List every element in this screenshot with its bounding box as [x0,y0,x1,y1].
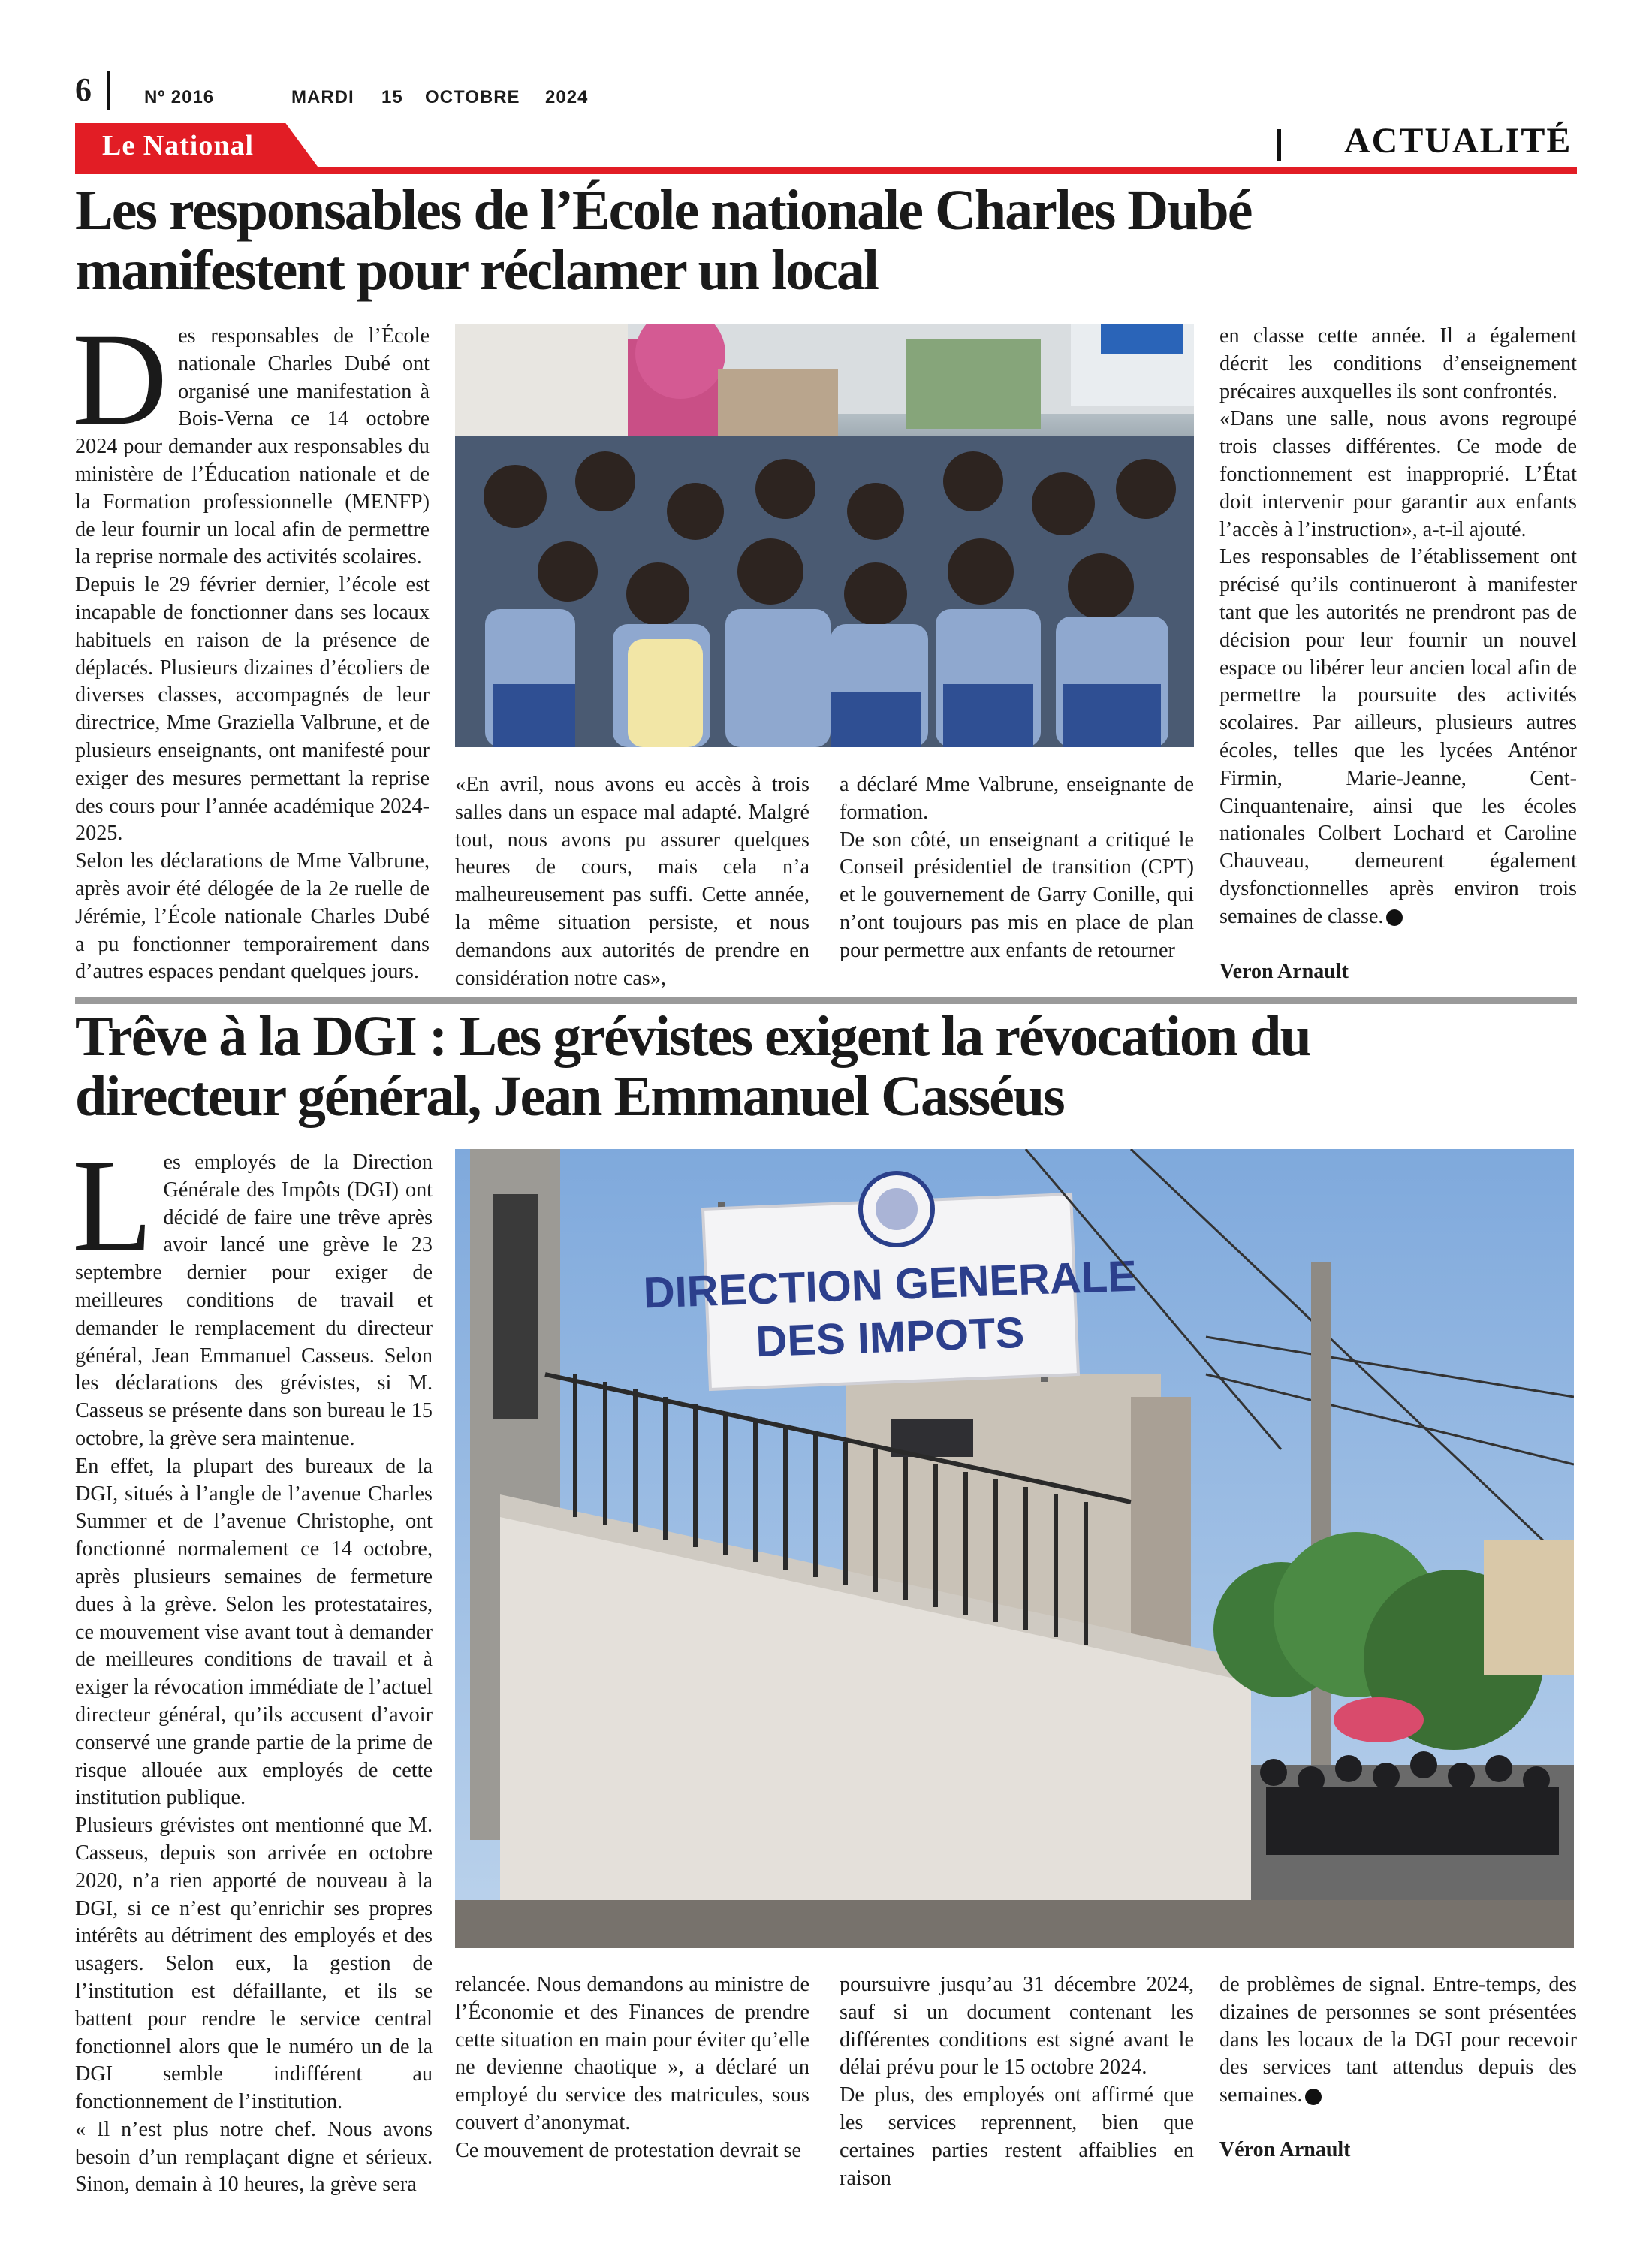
article2-column-3 [840,1971,1194,2192]
article2-final-paragraph-text: de problèmes de signal. Entre-temps, des dizaines de personnes se sont présentées dans les locaux de la DGI pour recevoir des services tant attendus depuis des semaines. [1219,1973,1577,2107]
article2-paragraph: poursuivre jusqu’au 31 décembre 2024, sauf si un document contenant les différentes conditions est signé avant le délai prévu pour le 15 octobre 2024. [840,1973,1194,2080]
section-label: ACTUALITÉ [1344,121,1572,161]
date-year: 2024 [545,87,589,107]
article1-paragraph [1219,544,1577,930]
article1-paragraph: en classe cette année. Il a également décrit les conditions d’enseignement précaires auxquelles ils sont confrontés. [1219,324,1577,403]
article1-byline: Veron Arnault [1219,959,1349,983]
article2-title: Trêve à la DGI : Les grévistes exigent la révocation du directeur général, Jean Emmanuel Casséus [75,1005,1310,1128]
students-photo-illustration [455,324,1194,747]
date-month: OCTOBRE [425,87,520,107]
article2-paragraph: « Il n’est plus notre chef. Nous avons besoin d’un remplaçant digne et sérieux. Sinon, demain à 10 heures, la grève sera [75,2117,433,2197]
date-day-name: MARDI [291,87,354,107]
article2-paragraph [1219,1971,1577,2110]
article2-column-4 [1219,1971,1577,2164]
brand-name: Le National [102,130,255,161]
section-divider [1277,129,1281,161]
article2-drop-cap: L [72,1133,153,1279]
article1-column-3 [840,771,1194,965]
article-separator [75,997,1577,1004]
article2-paragraph: es employés de la Direction Générale des Impôts (DGI) ont décidé de faire une trêve après avoir lancé une grève le 23 septembre dernier pour exiger de meilleures conditions de travail et demander le remplacement du directeur général, Jean Emmanuel Casseus. Selon les déclarations des grévistes, si M. Casseus se présente dans son bureau le 15 octobre, la grève sera maintenue. [75,1151,433,1450]
end-of-article-icon [1386,909,1403,926]
article2-paragraph: En effet, la plupart des bureaux de la DGI, situés à l’angle de l’avenue Charles Summer et de l’avenue Christophe, ont fonctionné normalement ce 14 octobre, après plusieurs semaines de fermeture dues à la grève. Selon les protestataires, ce mouvement vise avant tout à demander de meilleures conditions de travail et à exiger la révocation immédiate de l’actuel directeur général, qu’ils accusent d’avoir conservé une grande partie de la prime de risque allouée aux employés de cette institution publique. [75,1454,433,1810]
article1-paragraph: De son côté, un enseignant a critiqué le Conseil présidentiel de transition (CPT) et le gouvernement de Garry Conille, qui n’ont toujours pas mis en place de plan pour permettre aux enfants de retourner [840,828,1194,962]
article2-paragraph: De plus, des employés ont affirmé que les services reprennent, bien que certaines parties restent affaiblies en raison [840,2083,1194,2190]
article2-paragraph: Ce mouvement de protestation devrait se [455,2138,802,2162]
article1-final-paragraph-text: Les responsables de l’établissement ont précisé qu’ils continueront à manifester tant que les autorités ne prendront pas de décision pour leur fournir un nouvel espace ou libérer leur ancien local afin de permettre la poursuite des activités scolaires. Par ailleurs, plusieurs autres écoles, telles que les lycées Anténor Firmin, Marie-Jeanne, Cent-Cinquantenaire, ainsi que les écoles nationales Colbert Lochard et Caroline Chauveau, demeurent également dysfonctionnelles après environ trois semaines de classe. [1219,545,1577,928]
article2-column-1 [72,1133,433,2199]
article1-title: Les responsables de l’École nationale Charles Dubé manifestent pour réclamer un local [75,179,1252,302]
article1-column-2 [455,771,809,992]
end-of-article-icon [1305,2089,1322,2105]
article2-byline: Véron Arnault [1219,2137,1351,2161]
article1-column-1 [72,306,430,986]
dgi-sign-line-1: DIRECTION GENERALE [642,1251,1138,1318]
header-rule [75,167,1577,174]
article1-paragraph: Depuis le 29 février dernier, l’école est incapable de fonctionner dans ses locaux habituels en raison de la présence de déplacés. Plusieurs dizaines d’écoliers de diverses classes, accompagnés de leur directrice, Mme Graziella Valbrune, et de plusieurs enseignants, ont manifesté pour exiger des mesures permettant la reprise des cours pour l’année académique 2024-2025. [75,573,430,846]
dgi-photo-illustration [455,1149,1574,1948]
article2-paragraph: relancée. Nous demandons au ministre de l’Économie et des Finances de prendre cette situation en main pour éviter qu’elle ne devienne chaotique », a déclaré un employé du service des matricules, sous couvert d’anonymat. [455,1973,809,2134]
article1-drop-cap: D [72,306,168,453]
article1-column-4 [1219,323,1577,985]
article1-paragraph: es responsables de l’École nationale Charles Dubé ont organisé une manifestation à Bois-Verna ce 14 octobre 2024 pour demander aux responsables du ministère de l’Éducation nationale et de la Formation professionnelle (MENFP) de leur fournir un local afin de permettre la reprise normale des activités scolaires. [75,324,430,569]
issue-number: Nº 2016 [144,87,215,107]
dgi-sign-line-2: DES IMPOTS [755,1307,1026,1367]
article2-photo-dgi-building [455,1149,1574,1948]
page-number: 6 [75,71,92,108]
article1-paragraph: a déclaré Mme Valbrune, enseignante de formation. [840,773,1194,824]
article1-paragraph: «En avril, nous avons eu accès à trois salles dans un espace mal adapté. Malgré tout, nous avons pu assurer quelques heures de cours, mais cela n’a malheureusement pas suffi. Cette année, la même situation persiste, et nous demandons aux autorités de prendre en considération notre cas», [455,773,809,990]
page-number-divider [107,71,110,110]
date-day: 15 [381,87,403,107]
article2-paragraph: Plusieurs grévistes ont mentionné que M. Casseus, depuis son arrivée en octobre 2020, n’a rien apporté de nouveau à la DGI, si ce n’est qu’enrichir ses propres intérêts au détriment des employés et des usagers. Selon eux, la gestion de l’institution est défaillante, et ils se battent pour rendre le service central fonctionnel alors que le numéro un de la DGI semble indifférent au fonctionnement de l’institution. [75,1814,433,2114]
article2-column-2 [455,1971,809,2165]
article1-paragraph: «Dans une salle, nous avons regroupé trois classes différentes. Ce mode de fonctionnement est inapproprié. L’État doit intervenir pour garantir aux enfants l’accès à l’instruction», a-t-il ajouté. [1219,407,1577,541]
article1-photo-students [455,324,1194,747]
article1-paragraph: Selon les déclarations de Mme Valbrune, après avoir été délogée de la 2e ruelle de Jérémie, l’École nationale Charles Dubé a pu fonctionner temporairement dans d’autres espaces pendant quelques jours. [75,849,430,984]
